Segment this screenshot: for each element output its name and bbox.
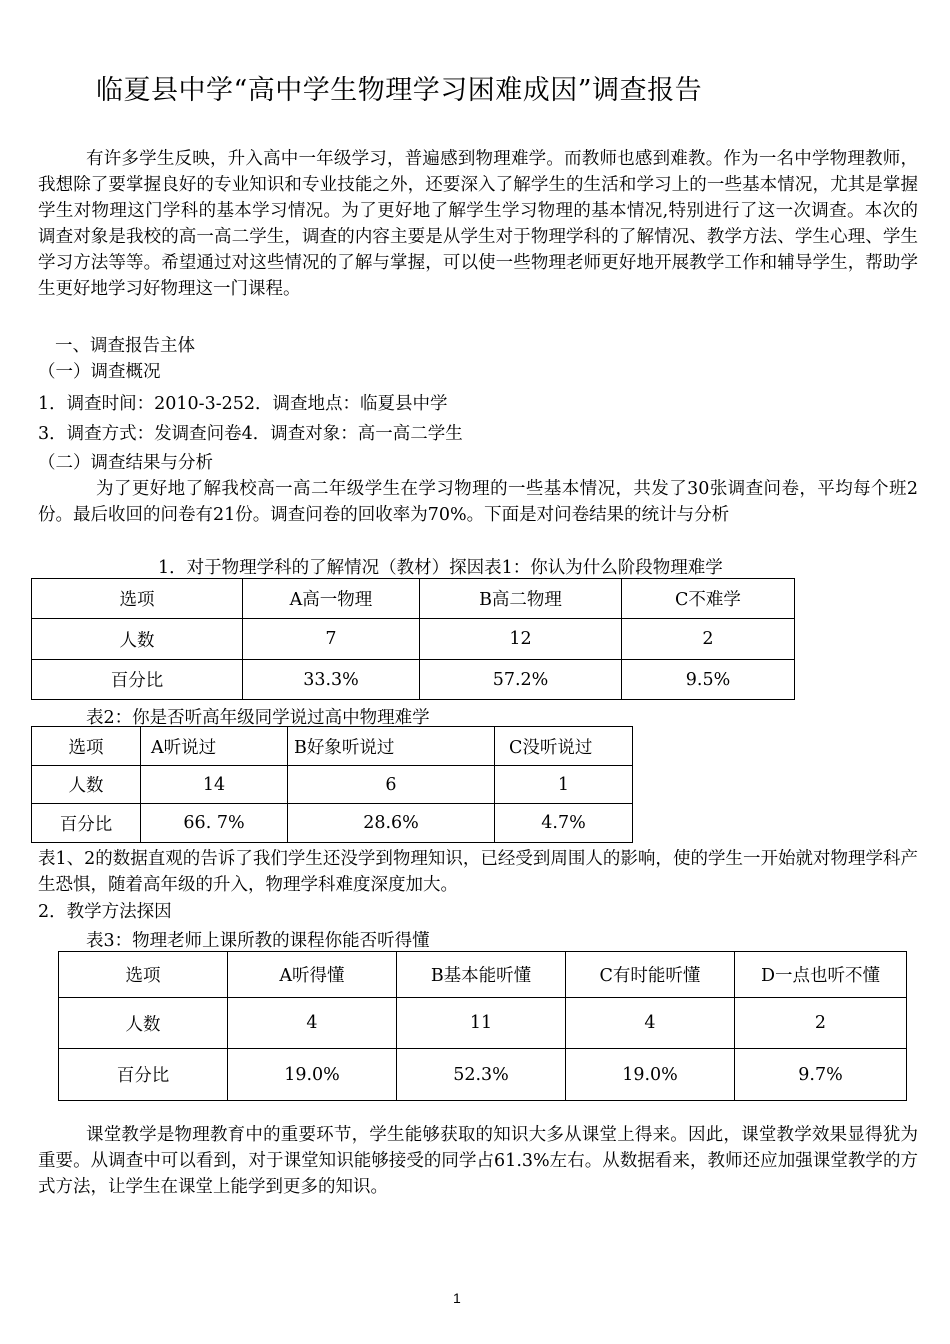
table-row (32, 804, 633, 843)
analysis-paragraph-1: 表1、2的数据直观的告诉了我们学生还没学到物理知识，已经受到周围人的影响，使的学生一开始就对物理学科产生恐惧，随着高年级的升入，物理学科难度深度加大。 (38, 849, 918, 895)
table-row (32, 727, 633, 766)
table-cell: 4 (566, 998, 735, 1049)
table-cell: 4 (228, 998, 397, 1049)
table-cell: B基本能听懂 (397, 952, 566, 998)
table-cell: 人数 (32, 766, 141, 804)
table-cell: 7 (243, 619, 420, 660)
table-cell: 百分比 (32, 660, 243, 700)
table-cell: 2 (622, 619, 795, 660)
table-cell: 14 (141, 766, 288, 804)
table-cell: C没听说过 (495, 727, 633, 766)
table-cell: 1 (495, 766, 633, 804)
table-cell: B高二物理 (420, 579, 622, 619)
table-cell: 57.2% (420, 660, 622, 700)
table-cell: 9.5% (622, 660, 795, 700)
table-row (32, 660, 795, 700)
section-heading-1: 一、调查报告主体 (55, 336, 195, 356)
table-cell: 33.3% (243, 660, 420, 700)
results-paragraph: 为了更好地了解我校高一高二年级学生在学习物理的一些基本情况，共发了30张调查问卷，平均每个班2份。最后收回的问卷有21份。调查问卷的回收率为70%。下面是对问卷结果的统计与分析 (38, 479, 918, 525)
subsection-heading-1: （一）调查概况 (38, 362, 161, 382)
table-cell: 人数 (32, 619, 243, 660)
table3-caption: 表3：物理老师上课所教的课程你能否听得懂 (86, 931, 430, 951)
intro-paragraph: 有许多学生反映，升入高中一年级学习，普遍感到物理难学。而教师也感到难教。作为一名中学物理教师，我想除了要掌握良好的专业知识和专业技能之外，还要深入了解学生的生活和学习上的一些基本情况，尤其是掌握学生对物理这门学科的基本学习情况。为了更好地了解学生学习物理的基本情况,特别进行了这一次调查。本次的调查对象是我校的高一高二学生，调查的内容主要是从学生对于物理学科的了解情况、教学方法、学生心理、学生学习方法等等。希望通过对这些情况的了解与掌握，可以使一些物理老师更好地开展教学工作和辅导学生，帮助学生更好地学习好物理这一门课程。 (38, 149, 918, 299)
table1 (31, 578, 795, 700)
table-cell: 百分比 (59, 1049, 228, 1101)
table3 (58, 951, 907, 1101)
table-cell: A高一物理 (243, 579, 420, 619)
table-cell: 百分比 (32, 804, 141, 843)
table-cell: 9.7% (735, 1049, 907, 1101)
section-heading-2: 2．教学方法探因 (38, 902, 172, 922)
table-cell: C不难学 (622, 579, 795, 619)
table-cell: A听说过 (141, 727, 288, 766)
table-cell: B好象听说过 (288, 727, 495, 766)
table-cell: C有时能听懂 (566, 952, 735, 998)
table-cell: 选项 (32, 579, 243, 619)
table-row (59, 1049, 907, 1101)
table-cell: 52.3% (397, 1049, 566, 1101)
page-number: 1 (453, 1290, 461, 1306)
subsection-heading-2: （二）调查结果与分析 (38, 453, 213, 473)
table-cell: 19.0% (566, 1049, 735, 1101)
table-cell: A听得懂 (228, 952, 397, 998)
table-cell: 选项 (59, 952, 228, 998)
table-cell: 12 (420, 619, 622, 660)
table-row (32, 766, 633, 804)
table2-caption: 表2：你是否听高年级同学说过高中物理难学 (86, 708, 430, 728)
table-cell: 11 (397, 998, 566, 1049)
table2 (31, 726, 633, 843)
document-title: 临夏县中学“高中学生物理学习困难成因”调查报告 (96, 75, 703, 106)
table-cell: 28.6% (288, 804, 495, 843)
table-row (32, 579, 795, 619)
survey-time-place: 1．调查时间：2010-3-252．调查地点：临夏县中学 (38, 394, 448, 414)
table-cell: 2 (735, 998, 907, 1049)
table-cell: 选项 (32, 727, 141, 766)
table-cell: 66. 7% (141, 804, 288, 843)
table-cell: 19.0% (228, 1049, 397, 1101)
analysis-paragraph-2: 课堂教学是物理教育中的重要环节，学生能够获取的知识大多从课堂上得来。因此，课堂教学效果显得犹为重要。从调查中可以看到，对于课堂知识能够接受的同学占61.3%左右。从数据看来，教师还应加强课堂教学的方式方法，让学生在课堂上能学到更多的知识。 (38, 1125, 918, 1197)
table-row (59, 998, 907, 1049)
survey-method-target: 3．调查方式：发调查问卷4．调查对象：高一高二学生 (38, 424, 463, 444)
table-cell: D一点也听不懂 (735, 952, 907, 998)
table1-caption: 1．对于物理学科的了解情况（教材）探因表1：你认为什么阶段物理难学 (158, 558, 723, 578)
table-cell: 4.7% (495, 804, 633, 843)
table-row (59, 952, 907, 998)
table-cell: 6 (288, 766, 495, 804)
table-cell: 人数 (59, 998, 228, 1049)
table-row (32, 619, 795, 660)
